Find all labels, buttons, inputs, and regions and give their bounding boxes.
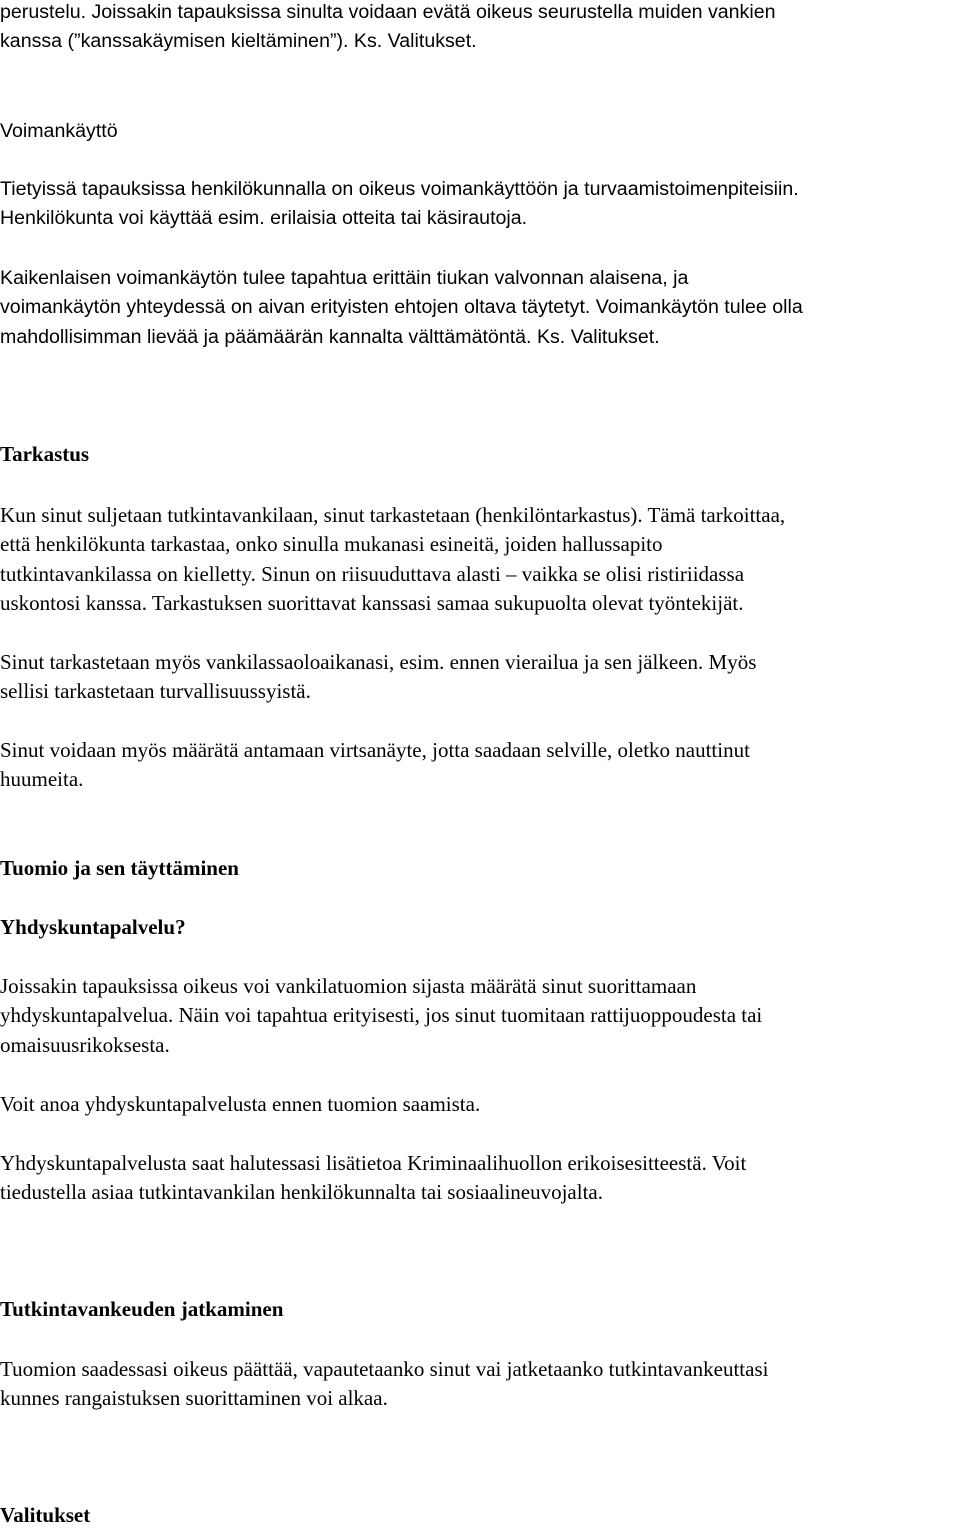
sentence-p1-line-3: omaisuusrikoksesta.	[0, 1032, 170, 1057]
search-p1-line-4: uskontosi kanssa. Tarkastuksen suorittavat kanssasi samaa sukupuolta olevat työntekijät.	[0, 591, 744, 616]
continuation-p1-line-1: Tuomion saadessasi oikeus päättää, vapautetaanko sinut vai jatketaanko tutkintavankeuttasi	[0, 1357, 769, 1381]
search-p2-line-1: Sinut tarkastetaan myös vankilassaoloaikanasi, esim. ennen vierailua ja sen jälkeen. Myös	[0, 650, 757, 674]
sentence-paragraph-1	[0, 972, 960, 1060]
section-heading-continuation: Tutkintavankeuden jatkaminen	[0, 1297, 284, 1321]
force-paragraph-1	[0, 175, 960, 234]
section-heading-sentence: Tuomio ja sen täyttäminen	[0, 856, 239, 880]
sentence-paragraph-3	[0, 1149, 960, 1208]
force-paragraph-2	[0, 264, 960, 352]
search-p2-line-2: sellisi tarkastetaan turvallisuussyistä.	[0, 679, 311, 704]
search-p1-line-3: tutkintavankilassa on kielletty. Sinun on riisuuduttava alasti – vaikka se olisi ristiriidassa	[0, 561, 745, 586]
intro-line-1: perustelu. Joissakin tapauksissa sinulta voidaan evätä oikeus seurustella muiden vankien	[0, 1, 776, 23]
search-p3-line-2: huumeita.	[0, 767, 84, 792]
force-p2-line-1: Kaikenlaisen voimankäytön tulee tapahtua erittäin tiukan valvonnan alaisena, ja	[0, 267, 689, 289]
force-p2-line-2: voimankäytön yhteydessä on aivan erityisten ehtojen oltava täytetyt. Voimankäytön tulee olla	[0, 296, 803, 319]
sentence-paragraph-2	[0, 1090, 960, 1119]
section-heading-search: Tarkastus	[0, 442, 90, 466]
section-heading-force: Voimankäyttö	[0, 120, 118, 142]
valitukset-link[interactable]: Valitukset.	[570, 325, 660, 348]
intro-line-2-text: kanssa (”kanssakäymisen kieltäminen”). Ks.	[0, 30, 388, 53]
intro-paragraph	[0, 0, 960, 57]
search-paragraph-1	[0, 501, 960, 619]
subheading-community-service: Yhdyskuntapalvelu?	[0, 915, 186, 939]
sentence-p2-line-1: Voit anoa yhdyskuntapalvelusta ennen tuomion saamista.	[0, 1092, 481, 1116]
sentence-p1-line-1: Joissakin tapauksissa oikeus voi vankilatuomion sijasta määrätä sinut suorittamaan	[0, 974, 697, 998]
search-p1-line-2: että henkilökunta tarkastaa, onko sinulla mukanasi esineitä, joiden hallussapito	[0, 532, 663, 557]
valitukset-link[interactable]: Valitukset.	[387, 30, 477, 53]
force-p1-line-2: Henkilökunta voi käyttää esim. erilaisia otteita tai käsirautoja.	[0, 207, 528, 230]
sentence-p1-line-2: yhdyskuntapalvelua. Näin voi tapahtua erityisesti, jos sinut tuomitaan rattijuoppoudesta tai	[0, 1003, 763, 1028]
section-heading-appeals: Valitukset	[0, 1503, 91, 1527]
continuation-p1-line-2: kunnes rangaistuksen suorittaminen voi alkaa.	[0, 1386, 388, 1411]
search-p3-line-1: Sinut voidaan myös määrätä antamaan virtsanäyte, jotta saadaan selville, oletko nauttinut	[0, 738, 750, 762]
search-paragraph-2	[0, 648, 960, 707]
sentence-p3-line-2: tiedustella asiaa tutkintavankilan henkilökunnalta tai sosiaalineuvojalta.	[0, 1180, 603, 1205]
force-p2-line-3-text: mahdollisimman lievää ja päämäärän kannalta välttämätöntä. Ks.	[0, 325, 571, 348]
search-p1-line-1: Kun sinut suljetaan tutkintavankilaan, sinut tarkastetaan (henkilöntarkastus). Tämä tarkoittaa,	[0, 503, 786, 527]
force-p2-line-3	[0, 323, 960, 352]
continuation-paragraph-1	[0, 1355, 960, 1414]
force-p1-line-1: Tietyissä tapauksissa henkilökunnalla on oikeus voimankäyttöön ja turvaamistoimenpiteisiin.	[0, 178, 799, 200]
search-paragraph-3	[0, 736, 960, 795]
intro-line-2	[0, 27, 960, 56]
sentence-p3-line-1: Yhdyskuntapalvelusta saat halutessasi lisätietoa Kriminaalihuollon erikoisesitteestä. Voit	[0, 1151, 747, 1175]
